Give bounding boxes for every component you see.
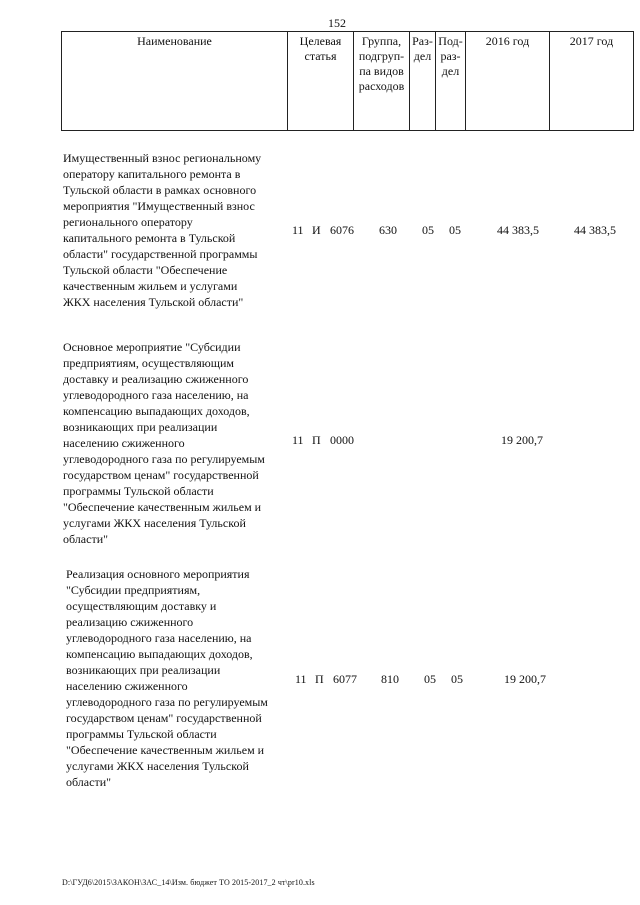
row-article-code: 0000 — [330, 433, 354, 447]
footer-file-path: D:\ГУД6\2015\ЗАКОН\ЗАС_14\Изм. бюджет ТО 2015-2017_2 чт\pr10.xls — [62, 878, 315, 887]
row-article-code: 6077 — [333, 672, 357, 686]
header-expense-group: Группа, подгруп- па видов расходов — [354, 32, 410, 131]
row-name: Имущественный взнос региональному оператору капитального ремонта в Тульской области в рамках основного мероприятия "Имущественный взнос регионального оператору капитального ремонта в Тульской области" государственной программы Тульской области "Обеспечение качественным жильем и услугами ЖКХ населения Тульской области" — [63, 151, 262, 309]
header-target-article: Целевая статья — [288, 32, 354, 131]
row-amount-2016: 19 200,7 — [504, 672, 546, 686]
row-section: 05 — [422, 223, 434, 237]
row-amount-2017: 44 383,5 — [574, 223, 616, 237]
row-article-letter: П — [312, 433, 321, 447]
row-article-letter: П — [315, 672, 324, 686]
header-name: Наименование — [62, 32, 288, 131]
row-article-code: 6076 — [330, 223, 354, 237]
header-year-2016: 2016 год — [466, 32, 550, 131]
row-article-letter: И — [312, 223, 321, 237]
row-article-program: 11 — [295, 672, 307, 686]
row-section: 05 — [424, 672, 436, 686]
row-article-program: 11 — [292, 223, 304, 237]
row-amount-2016: 44 383,5 — [497, 223, 539, 237]
table-header — [61, 31, 634, 131]
row-amount-2016: 19 200,7 — [501, 433, 543, 447]
row-expense-group: 630 — [379, 223, 397, 237]
row-subsection: 05 — [449, 223, 461, 237]
row-expense-group: 810 — [381, 672, 399, 686]
row-article-program: 11 — [292, 433, 304, 447]
header-section: Раз- дел — [410, 32, 436, 131]
header-year-2017: 2017 год — [550, 32, 634, 131]
header-subsection: Под- раз- дел — [436, 32, 466, 131]
row-name: Реализация основного мероприятия "Субсидии предприятиям, осуществляющим доставку и реализацию сжиженного углеводородного газа населению, на компенсацию выпадающих доходов, возникающих при реализации населению сжиженного углеводородного газа по регулируемым государством ценам" государственной программы Тульской области "Обеспечение качественным жильем и услугами ЖКХ населения Тульской области" — [66, 567, 268, 789]
row-subsection: 05 — [451, 672, 463, 686]
row-name: Основное мероприятие "Субсидии предприятиям, осуществляющим доставку и реализацию сжиженного углеводородного газа населению, на компенсацию выпадающих доходов, возникающих при реализации населению сжиженного углеводородного газа по регулируемым государством ценам" государственной программы Тульской области "Обеспечение качественным жильем и услугами ЖКХ населения Тульской области" — [63, 340, 265, 546]
page-number: 152 — [328, 16, 346, 30]
